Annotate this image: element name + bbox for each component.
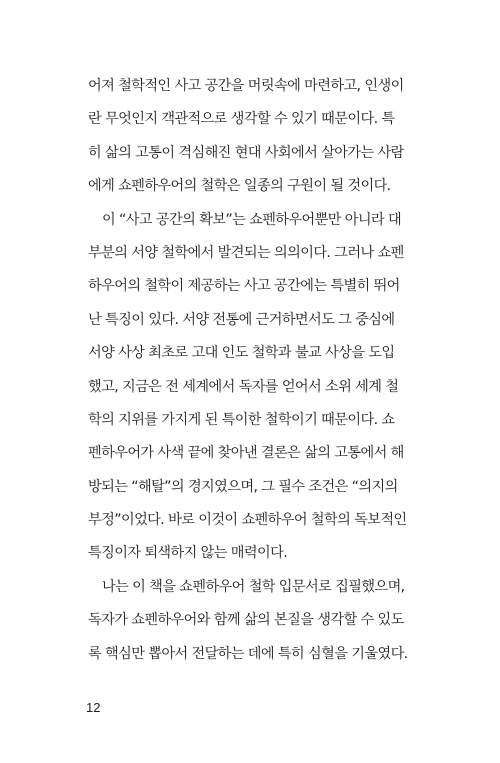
text-line: 서양 사상 최초로 고대 인도 철학과 불교 사상을 도입 xyxy=(88,345,395,362)
text-line: 히 삶의 고통이 격심해진 현대 사회에서 살아가는 사람 xyxy=(88,144,404,161)
text-line: 했고, 지금은 전 세계에서 독자를 얻어서 소위 세계 철 xyxy=(88,378,399,395)
text-line: 어져 철학적인 사고 공간을 머릿속에 마련하고, 인생이 xyxy=(88,78,404,94)
text-line: 록 핵심만 뽑아서 전달하는 데에 특히 심혈을 기울였다. xyxy=(88,645,408,662)
text-line: 특징이자 퇴색하지 않는 매력이다. xyxy=(88,545,288,562)
text-line: 학의 지위를 가지게 된 특이한 철학이기 때문이다. 쇼 xyxy=(88,411,395,428)
text-line: 나는 이 책을 쇼펜하우어 철학 입문서로 집필했으며, xyxy=(102,578,405,595)
text-line: 방되는 “해탈”의 경지였으며, 그 필수 조건은 “의지의 xyxy=(88,478,398,495)
text-line: 에게 쇼펜하우어의 철학은 일종의 구원이 될 것이다. xyxy=(88,178,391,195)
paragraph-1 xyxy=(88,70,410,204)
text-line: 이 “사고 공간의 확보”는 쇼펜하우어뿐만 아니라 대 xyxy=(102,211,402,228)
text-line: 난 특징이 있다. 서양 전통에 근거하면서도 그 중심에 xyxy=(88,311,395,328)
text-line: 펜하우어가 사색 끝에 찾아낸 결론은 삶의 고통에서 해 xyxy=(88,445,404,462)
text-line: 란 무엇인지 객관적으로 생각할 수 있기 때문이다. 특 xyxy=(88,111,395,128)
paragraph-3 xyxy=(88,571,410,671)
body-text xyxy=(88,70,410,671)
text-line: 독자가 쇼펜하우어와 함께 삶의 본질을 생각할 수 있도 xyxy=(88,612,404,629)
paragraph-2 xyxy=(88,204,410,571)
page-number: 12 xyxy=(86,700,101,715)
text-line: 하우어의 철학이 제공하는 사고 공간에는 특별히 뛰어 xyxy=(88,278,400,295)
text-line: 부정”이었다. 바로 이것이 쇼펜하우어 철학의 독보적인 xyxy=(88,512,407,529)
text-line: 부분의 서양 철학에서 발견되는 의의이다. 그러나 쇼펜 xyxy=(88,244,404,261)
